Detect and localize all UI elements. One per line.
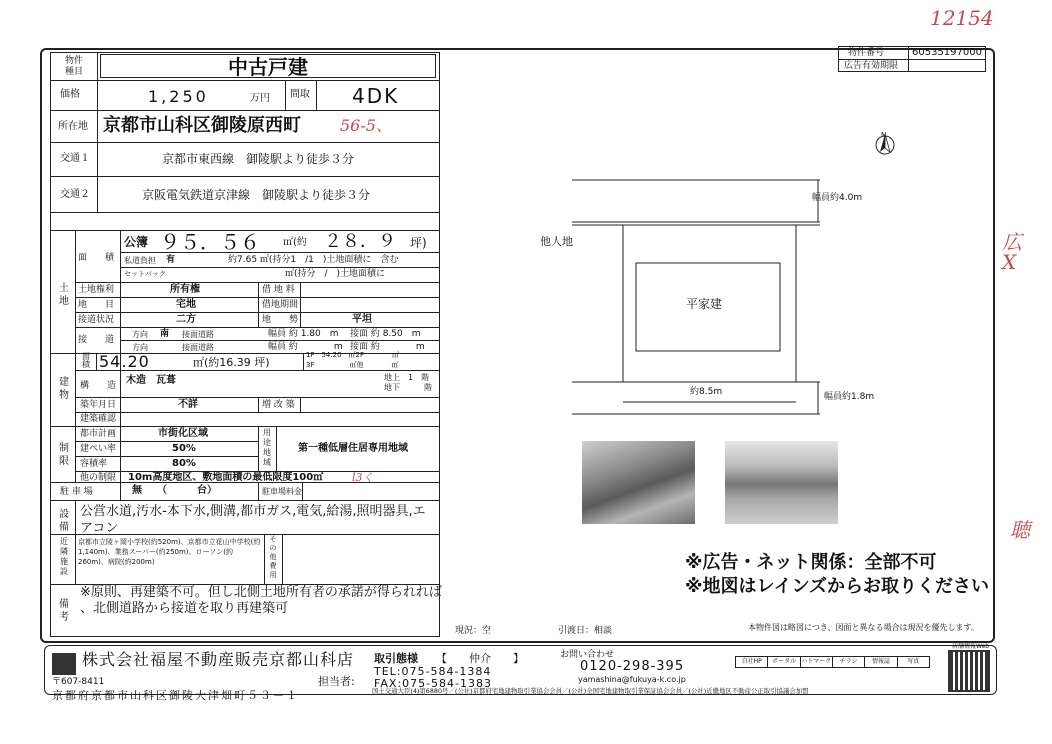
- checkbox-hatomark[interactable]: ハトマーク: [801, 656, 833, 668]
- land-area-tsubo-unit: 坪): [410, 236, 427, 250]
- land-area-tsubo: ２８．９: [324, 231, 396, 252]
- handwritten-min-area-note: l3く: [352, 471, 374, 484]
- lease-period-label: 借地期間: [262, 300, 299, 310]
- other-costs-label: そ の 他 費 用: [269, 535, 277, 579]
- road2-frontage: 接面 約 m: [350, 342, 425, 352]
- road1-width: 幅員 約 1.80 m: [268, 329, 339, 339]
- inquiry-label: お問い合わせ: [560, 650, 615, 660]
- site-map: [520, 120, 940, 430]
- nearby-label: 近 隣 施 設: [60, 537, 68, 576]
- land-category-value: 宅地: [176, 299, 196, 310]
- road2-type: 接面道路: [182, 343, 214, 352]
- road1-dir: 南: [160, 329, 170, 339]
- transport-2-label: 交通２: [60, 189, 90, 200]
- qr-code[interactable]: [950, 652, 988, 690]
- parking-fee-label: 駐車場料金: [262, 487, 302, 496]
- map-width-top: 幅員約4.0m: [812, 193, 863, 203]
- layout-label: 間取: [290, 89, 310, 100]
- built-date-value: 不詳: [178, 399, 198, 410]
- road1-type: 接面道路: [182, 330, 214, 339]
- private-road-area: 約7.65 ㎡(持分1 /1 )土地面積に 含む: [228, 255, 399, 265]
- terrain-value: 平坦: [352, 314, 372, 325]
- nearby-value: 京都市立陵ヶ岡小学校(約520m)、京都市立花山中学校(約1,140m)、業務スーパー(約250m)、ローソン(約260m)、病院(約200m): [78, 538, 261, 566]
- license-info: 国土交通大臣(4)第6880号／(公社)京都府宅地建物取引業協会会員／(公社)全国宅地建物取引業保証協会会員／(公社)近畿地区不動産公正取引協議会加盟: [372, 687, 809, 695]
- trade-type-value: 【 仲介 】: [436, 652, 524, 665]
- handover-date: 引渡日：相談: [558, 626, 613, 636]
- company-postal: 〒607-8411: [52, 677, 105, 687]
- zone-label: 用 途 地 域: [263, 428, 271, 467]
- land-rights-label: 土地権利: [78, 285, 115, 295]
- extension-label: 増 改 築: [262, 400, 295, 410]
- map-house-label: 平家建: [686, 297, 723, 311]
- coverage-value: 50%: [172, 443, 196, 454]
- property-type-label: 物件 種目: [64, 56, 83, 77]
- checkbox-photo[interactable]: 写真: [898, 656, 930, 668]
- structure-label: 構 造: [80, 381, 117, 391]
- city-plan-label: 都市計画: [80, 429, 117, 439]
- land-section-label: 土 地: [59, 283, 69, 307]
- property-type: 中古戸建: [228, 55, 308, 79]
- company-logo: [52, 653, 76, 675]
- handwritten-note-ad: 広 X: [1002, 230, 1022, 274]
- building-floor-1: 1F 54.20 ㎡2F ㎡: [306, 351, 399, 359]
- parking-label: 駐 車 場: [60, 487, 93, 497]
- land-area-prefix: 公簿: [124, 235, 149, 249]
- checkbox-flyer[interactable]: チラシ: [833, 656, 865, 668]
- land-area-label: 面 積: [78, 253, 115, 263]
- checkbox-own-hp[interactable]: 自社HP: [735, 656, 768, 668]
- terrain-label: 地 勢: [262, 315, 299, 325]
- private-road-value: 有: [166, 255, 176, 265]
- address-label: 所在地: [58, 121, 88, 132]
- remarks-line-1: ※原則、再建築不可。但し北側土地所有者の承諾が得られれば: [80, 585, 442, 600]
- road-status-label: 接道状況: [78, 315, 115, 325]
- remarks-line-2: 、北側道路から接道を取り再建築可: [80, 601, 289, 616]
- transport-1-label: 交通１: [60, 153, 90, 164]
- remarks-label: 備 考: [59, 599, 69, 623]
- layout-value: 4DK: [352, 84, 400, 108]
- facilities-label: 設 備: [59, 509, 69, 533]
- land-category-label: 地 目: [78, 300, 115, 310]
- trade-type-label: 取引態様: [374, 652, 418, 665]
- property-no: 60535197000: [912, 47, 982, 58]
- property-photo-1: [582, 441, 695, 524]
- company-address: 京都府京都市山科区御陵大津畑町５３－１: [52, 689, 299, 702]
- road2-dir-label: 方向: [132, 343, 148, 352]
- staff-label: 担当者:: [318, 675, 355, 688]
- email: yamashina@fukuya-k.co.jp: [578, 675, 686, 684]
- fax: FAX:075-584-1383: [374, 677, 493, 690]
- current-status: 現況：空: [455, 626, 492, 636]
- handwritten-number: 12154: [930, 6, 994, 30]
- restrictions-section-label: 制 限: [59, 443, 69, 467]
- building-floor-3: 3F ㎡他 ㎡: [306, 361, 399, 369]
- structure-value: 木造 瓦葺: [126, 375, 176, 386]
- transport-1-value: 京都市東西線 御陵駅より徒歩３分: [162, 152, 355, 166]
- handwritten-address-suffix: 56-5、: [340, 116, 392, 135]
- price-value: 1,250: [148, 87, 209, 106]
- checkbox-magazine[interactable]: 情報誌: [865, 656, 897, 668]
- transport-2-value: 京阪電気鉄道京津線 御陵駅より徒歩３分: [142, 188, 371, 202]
- ad-expiry-label: 広告有効期限: [844, 61, 899, 71]
- far-label: 容積率: [80, 459, 108, 469]
- north-label: N: [881, 131, 887, 139]
- property-no-label: 物件番号: [848, 48, 885, 58]
- other-restrictions-value: 10m高度地区、敷地面積の最低限度100㎡: [128, 472, 324, 483]
- road2-width: 幅員 約 m: [268, 342, 343, 352]
- map-frontage: 約8.5m: [690, 387, 723, 397]
- other-restrictions-label: 他の制限: [80, 473, 117, 483]
- land-area-m2: ９５．５６: [160, 230, 260, 254]
- setback-area: ㎡(持分 / )土地面積に: [285, 269, 386, 279]
- setback-label: セットバック: [124, 270, 166, 278]
- price-label: 価格: [60, 89, 80, 100]
- notice-no-ads: ※広告・ネット関係：全部不可: [685, 552, 937, 573]
- address-value: 京都市山科区御陵原西町: [103, 115, 301, 136]
- map-neighbor-label: 他人地: [540, 235, 573, 248]
- checkbox-portal[interactable]: ポータル: [768, 656, 800, 668]
- coverage-label: 建ぺい率: [80, 444, 117, 454]
- free-dial: 0120-298-395: [580, 659, 685, 674]
- price-unit: 万円: [250, 93, 270, 104]
- parking-value: 無 （ 台）: [132, 485, 217, 496]
- map-width-bottom: 幅員約1.8m: [824, 392, 875, 402]
- road-status-value: 二方: [176, 314, 196, 325]
- road1-frontage: 接面 約 8.50 m: [350, 329, 421, 339]
- city-plan-value: 市街化区域: [158, 428, 208, 439]
- qr-label: 店舗情報Web: [952, 643, 990, 650]
- company-name: 株式会社福屋不動産販売京都山科店: [82, 650, 355, 669]
- building-stories: 地上 1 階 地下 階: [384, 373, 432, 392]
- property-photo-2: [725, 441, 838, 524]
- road1-dir-label: 方向: [132, 330, 148, 339]
- tel: TEL:075-584-1384: [374, 665, 492, 678]
- road-label: 接 道: [78, 335, 115, 345]
- handwritten-note-2: 聴: [1010, 518, 1030, 542]
- far-value: 80%: [172, 458, 196, 469]
- built-date-label: 築年月日: [80, 400, 117, 410]
- land-rights-value: 所有権: [170, 284, 200, 295]
- building-area-m2: 54.20: [99, 352, 150, 371]
- private-road-label: 私道負担: [124, 256, 156, 265]
- building-area-label: 面 積: [82, 352, 90, 369]
- zone-value: 第一種低層住居専用地域: [298, 443, 408, 454]
- building-area-unit: ㎡(約16.39 坪): [193, 356, 270, 369]
- disclaimer: 本物件図は略図につき、図面と異なる場合は現況を優先します。: [748, 623, 979, 632]
- media-checkboxes: [735, 656, 930, 668]
- notice-map: ※地図はレインズからお取りください: [685, 576, 990, 597]
- facilities-value: 公営水道,汚水-本下水,側溝,都市ガス,電気,給湯,照明器具,エアコン: [80, 504, 426, 536]
- building-section-label: 建 物: [59, 377, 69, 401]
- lease-fee-label: 借 地 料: [262, 285, 295, 295]
- land-area-unit: ㎡(約: [283, 237, 307, 248]
- building-confirm-label: 建築確認: [80, 414, 117, 424]
